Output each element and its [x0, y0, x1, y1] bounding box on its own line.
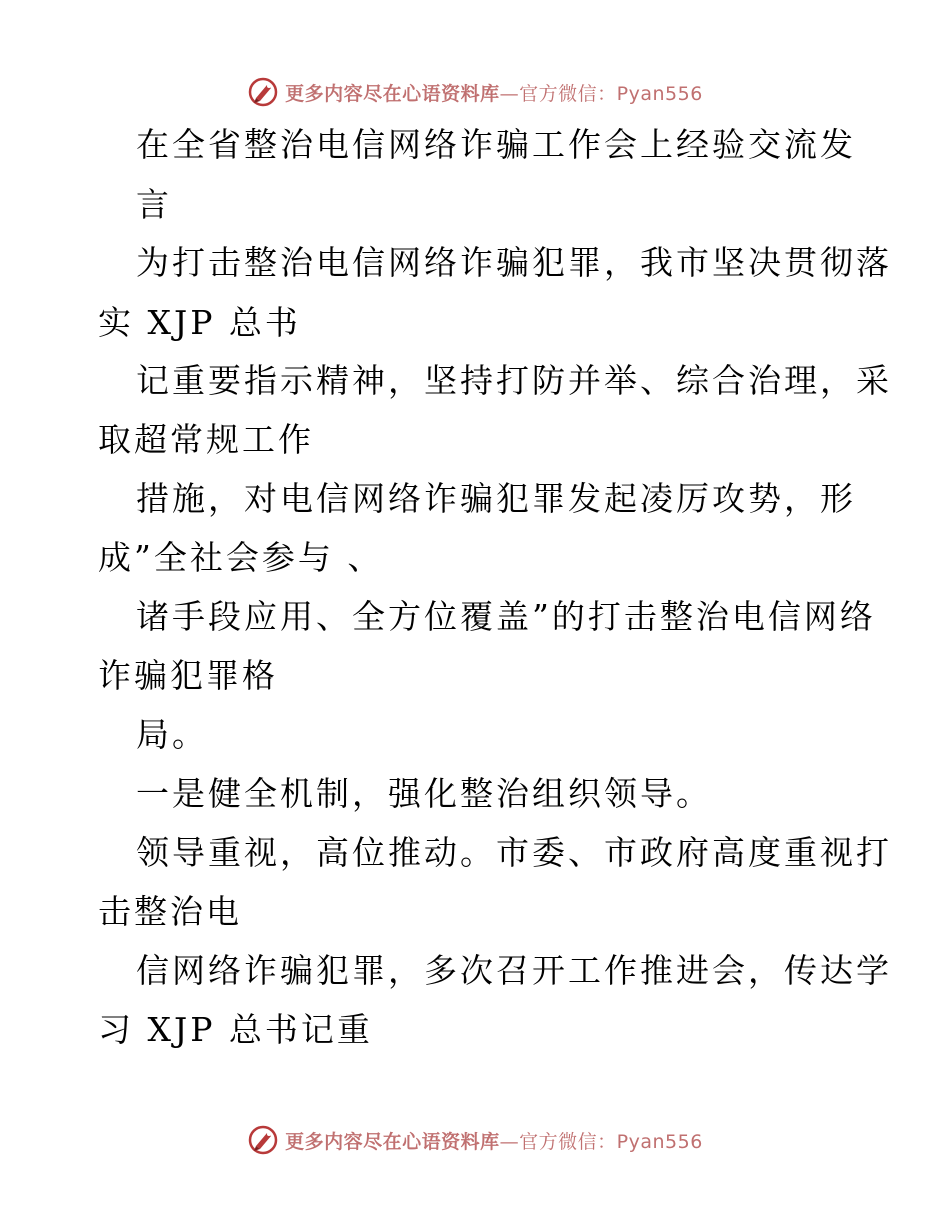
doc-line-9: 诸手段应用、全方位覆盖”的打击整治电信网络 [136, 597, 876, 636]
footer-banner-dash: — [499, 1130, 520, 1153]
doc-line-14: 击整治电 [98, 892, 242, 931]
footer-banner-wechat: 官方微信：Pyan556 [519, 1130, 703, 1153]
doc-line-15: 信网络诈骗犯罪，多次召开工作推进会，传达学 [136, 951, 892, 990]
pen-seal-logo-icon [247, 76, 279, 108]
doc-line-6: 取超常规工作 [98, 420, 314, 459]
header-banner-text [285, 79, 703, 106]
doc-line-1: 在全省整治电信网络诈骗工作会上经验交流发 [136, 125, 856, 164]
doc-line-4: 实 XJP 总书 [98, 303, 301, 342]
header-banner-dash: — [499, 82, 520, 105]
pen-seal-logo-icon [247, 1124, 279, 1156]
doc-line-11: 局。 [136, 715, 208, 754]
doc-line-7: 措施，对电信网络诈骗犯罪发起凌厉攻势，形 [136, 479, 856, 518]
footer-banner-title: 更多内容尽在心语资料库 [285, 1130, 500, 1153]
doc-line-8: 成”全社会参与 、 [98, 538, 384, 577]
header-banner-wechat: 官方微信：Pyan556 [519, 82, 703, 105]
doc-line-12: 一是健全机制，强化整治组织领导。 [136, 774, 712, 813]
doc-line-16: 习 XJP 总书记重 [98, 1010, 373, 1049]
doc-line-10: 诈骗犯罪格 [98, 656, 278, 695]
header-banner-title: 更多内容尽在心语资料库 [285, 82, 500, 105]
doc-line-5: 记重要指示精神，坚持打防并举、综合治理，采 [136, 361, 892, 400]
doc-line-3: 为打击整治电信网络诈骗犯罪，我市坚决贯彻落 [136, 243, 892, 282]
footer-banner-text [285, 1127, 703, 1154]
header-watermark-banner [0, 72, 950, 112]
doc-line-2: 言 [136, 185, 172, 224]
footer-watermark-banner [0, 1120, 950, 1160]
doc-line-13: 领导重视，高位推动。市委、市政府高度重视打 [136, 833, 892, 872]
